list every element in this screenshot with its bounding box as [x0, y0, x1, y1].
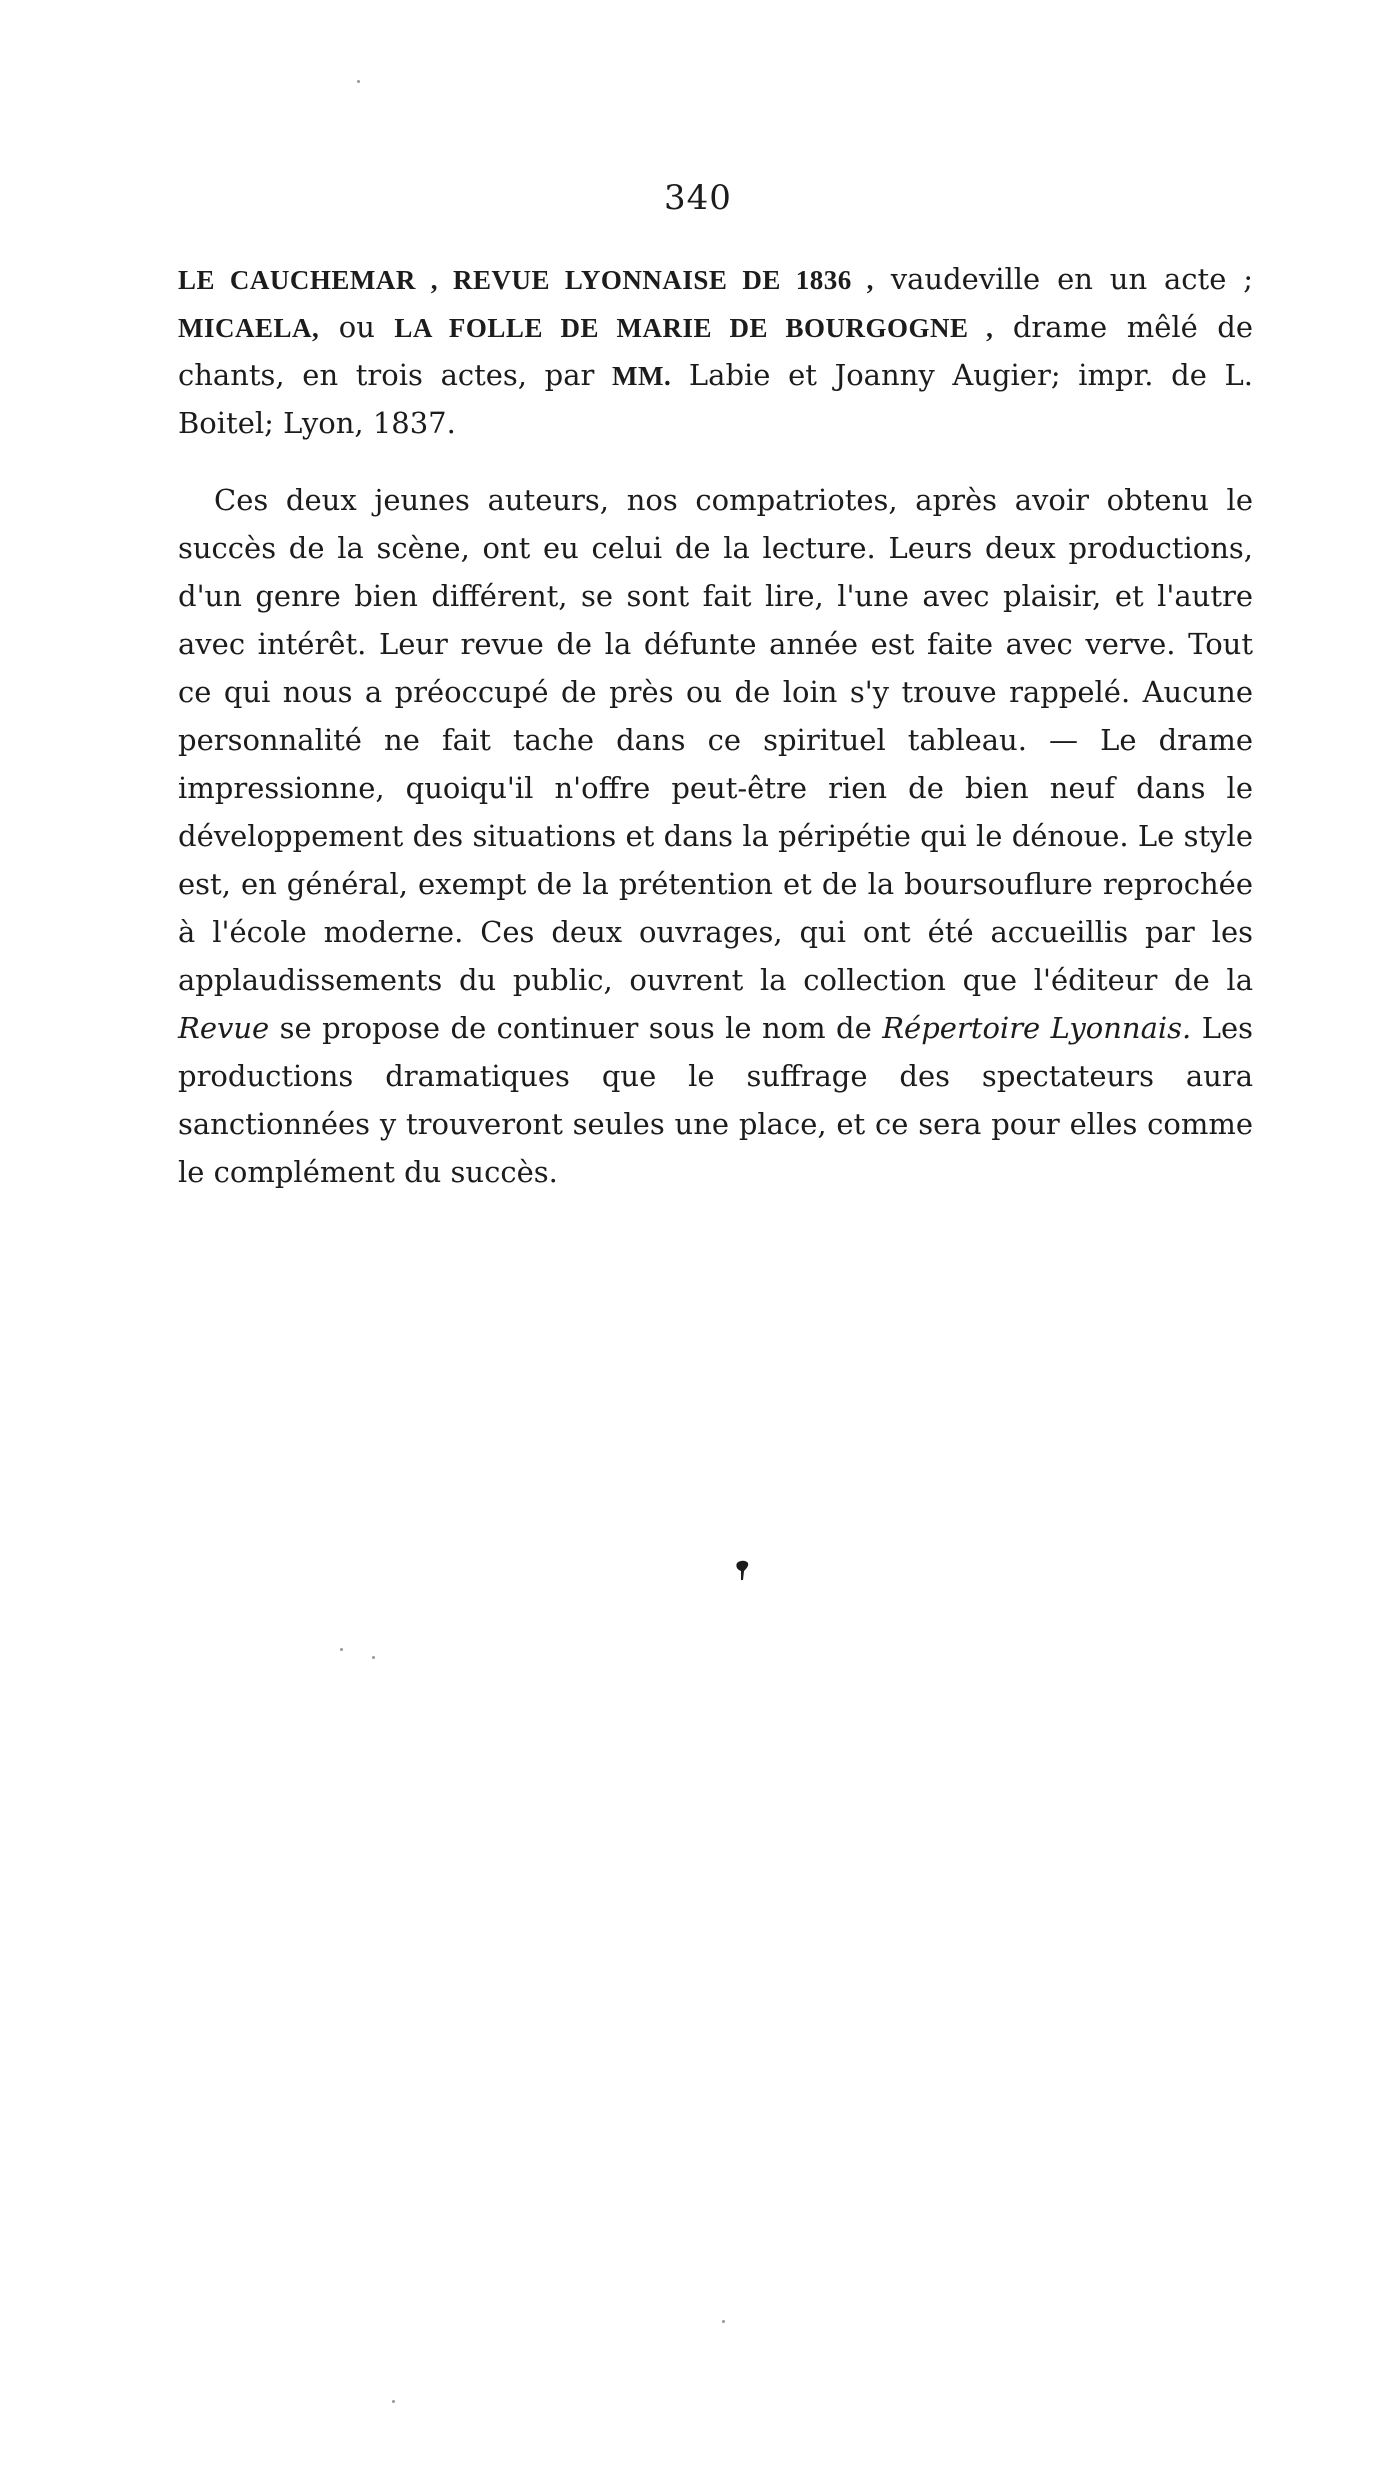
entry-desc-1: vaudeville en un acte ; — [873, 262, 1253, 296]
review-revue-italic: Revue — [178, 1011, 270, 1045]
paper-speck — [340, 1648, 343, 1651]
review-text-2: se propose de continuer sous le nom de — [269, 1011, 883, 1045]
review-repertoire-italic: Répertoire Lyonnais. — [882, 1011, 1192, 1045]
page-number: 340 — [664, 178, 732, 218]
review-text-3: Les productions dramatiques que le suffrage des spectateurs aura sanctionnées y trouveront seules une place, et ce sera pour elles comme le complément du succès. — [178, 1011, 1253, 1189]
paper-speck — [357, 80, 360, 83]
entry-title-1: LE CAUCHEMAR , REVUE LYONNAISE DE 1836 , — [178, 265, 874, 295]
bibliographic-entry — [178, 256, 1253, 447]
entry-authors: Labie et Joanny Augier; impr. de L. Boitel; Lyon, 1837. — [178, 358, 1253, 440]
entry-title-2a: MICAELA, — [178, 313, 320, 343]
entry-desc-2: drame mêlé de chants, en trois actes, par — [178, 310, 1254, 392]
paper-speck — [392, 2400, 395, 2403]
review-text-1: Ces deux jeunes auteurs, nos compatriotes, après avoir obtenu le succès de la scène, ont eu celui de la lecture. Leurs deux productions, d'un genre bien différent, se sont fait lire, l'une avec plaisir, et l'autre avec intérêt. Leur revue de la défunte année est faite avec verve. Tout ce qui nous a préoccupé de près ou de loin s'y trouve rappelé. Aucune personnalité ne fait tache dans ce spirituel tableau. — Le drame impressionne, quoiqu'il n'offre peut-être rien de bien neuf dans le développement des situations et dans la péripétie qui le dénoue. Le style est, en général, exempt de la prétention et de la boursouflure reprochée à l'école moderne. Ces deux ouvrages, qui ont été accueillis par les applaudissements du public, ouvrent la collection que l'éditeur de la — [178, 483, 1253, 997]
paper-speck — [722, 2320, 725, 2323]
entry-mm: MM. — [612, 361, 672, 391]
ink-blot-ornament-icon — [735, 1560, 749, 1582]
entry-ou: ou — [319, 310, 395, 344]
review-paragraph — [178, 476, 1253, 1196]
paper-speck — [372, 1656, 375, 1659]
entry-title-2b: LA FOLLE DE MARIE DE BOURGOGNE , — [394, 313, 994, 343]
